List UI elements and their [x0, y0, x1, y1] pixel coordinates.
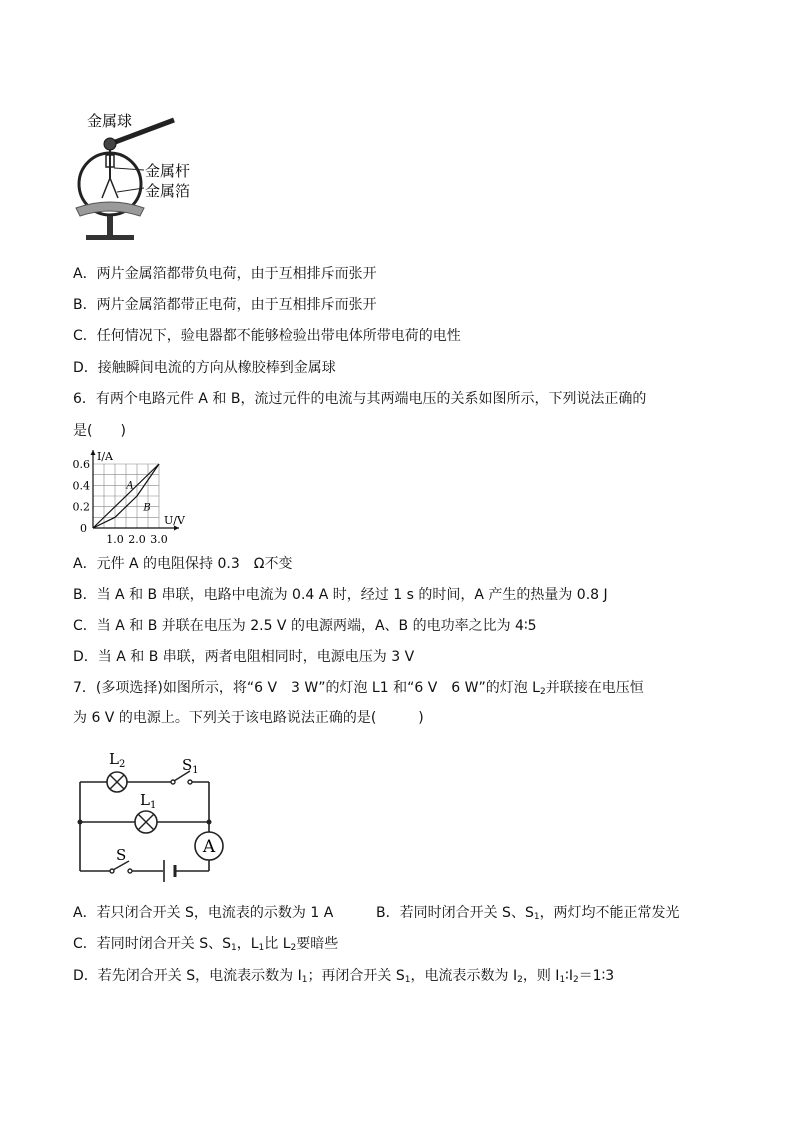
metal-ball — [104, 138, 116, 150]
q7-stem-line1-sub: 2 — [539, 687, 546, 697]
y-axis-arrow — [91, 450, 96, 455]
q7-option-c-part: C．若同时闭合开关 S、S — [73, 936, 231, 952]
q7-option-d-part: ＝1∶3 — [578, 968, 615, 984]
series-label-a: A — [126, 480, 134, 492]
x-axis-label: U/V — [164, 514, 185, 527]
y-tick-label: 0.6 — [72, 458, 90, 471]
chart-labels — [73, 450, 186, 546]
q7-option-a: A．若只闭合开关 S，电流表的示数为 1 A — [73, 905, 334, 921]
q7-option-d-part: ，电流表示数为 I — [410, 968, 518, 984]
q7-option-c-sub: 2 — [290, 943, 297, 953]
q6-option-b: B．当 A 和 B 串联，电路中电流为 0.4 A 时，经过 1 s 的时间，A 产生的热量为 0.8 J — [73, 587, 608, 603]
ammeter-label: A — [202, 837, 216, 857]
q7-option-d — [73, 966, 614, 986]
q7-option-d-part: ∶I — [565, 968, 573, 984]
y-tick-label: 0.4 — [72, 479, 90, 493]
q7-option-b-text: B．若同时闭合开关 S、S — [376, 905, 534, 921]
q7-option-c-part: 比 L — [264, 936, 291, 952]
q5-option-a: A．两片金属箔都带负电荷，由于互相排斥而张开 — [73, 266, 377, 282]
q7-stem-line2: 为 6 V 的电源上。下列关于该电路说法正确的是( ) — [73, 710, 424, 726]
q5-option-b: B．两片金属箔都带正电荷，由于互相排斥而张开 — [73, 297, 377, 313]
q6-stem-line2: 是( ) — [73, 423, 126, 439]
q7-option-c — [73, 934, 338, 954]
q7-option-c-sub: 1 — [258, 943, 265, 953]
metal-rod-label: 金属杆 — [145, 162, 191, 180]
metal-foil-label: 金属箔 — [145, 182, 191, 200]
q7-option-b — [376, 903, 680, 923]
q7-option-d-sub: 1 — [559, 975, 566, 985]
q7-option-d-part: ，则 I — [522, 968, 560, 984]
q7-option-d-sub: 2 — [517, 975, 523, 985]
q6-option-a: A．元件 A 的电阻保持 0.3 Ω不变 — [73, 556, 293, 572]
q7-stem-line1-text: 7．(多项选择)如图所示，将“6 V 3 W”的灯泡 L1 和“6 V 6 W”的灯泡 L — [73, 680, 540, 696]
rod-leader-line — [114, 168, 144, 170]
q7-option-d-sub: 1 — [404, 975, 411, 985]
stand-base — [86, 235, 134, 240]
x-tick-label: 1.0 — [106, 533, 124, 546]
q7-stem-line1 — [73, 678, 644, 698]
series-label-b: B — [143, 502, 151, 514]
q5-option-d: D．接触瞬间电流的方向从橡胶棒到金属球 — [73, 360, 336, 376]
q7-option-d-sub: 1 — [301, 975, 308, 985]
switch-s-label: S — [116, 846, 127, 864]
lamp-l1-icon — [135, 811, 157, 833]
q7-option-c-sub: 1 — [231, 943, 237, 953]
metal-foil-left — [102, 178, 110, 198]
junction-left — [78, 820, 83, 825]
q7-stem-line1-tail: 并联接在电压恒 — [545, 680, 644, 696]
x-tick-label: 2.0 — [128, 533, 146, 546]
battery-icon — [164, 860, 175, 882]
q7-option-b-tail: ，两灯均不能正常发光 — [539, 905, 680, 921]
q7-option-b-sub: 1 — [533, 912, 540, 922]
q6-option-c: C．当 A 和 B 并联在电压为 2.5 V 的电源两端，A、B 的电功率之比为 4∶5 — [73, 618, 537, 634]
q7-option-c-part: ，L — [236, 936, 259, 952]
stand-post — [107, 216, 113, 235]
metal-ball-label: 金属球 — [87, 112, 133, 130]
junction-right — [207, 820, 212, 825]
switch-s1-label: $S_1$ — [182, 756, 199, 776]
q5-option-c: C．任何情况下，验电器都不能够检验出带电体所带电荷的电性 — [73, 328, 461, 344]
lamp-l1-label: $L_1$ — [140, 791, 157, 811]
y-tick-label: 0.2 — [72, 500, 90, 514]
electroscope-figure — [70, 100, 220, 250]
origin-label: 0 — [80, 522, 87, 535]
circuit-diagram — [68, 740, 248, 890]
q6-stem-line1: 6．有两个电路元件 A 和 B，流过元件的电流与其两端电压的关系如图所示，下列说法正确的 — [73, 391, 647, 407]
q7-option-d-part: D．若先闭合开关 S，电流表示数为 I — [73, 968, 302, 984]
metal-foil-right — [110, 178, 118, 198]
q6-option-d: D．当 A 和 B 串联，两者电阻相同时，电源电压为 3 V — [73, 649, 415, 665]
q7-option-d-sub: 2 — [572, 975, 579, 985]
iu-chart — [70, 448, 200, 548]
q7-option-d-part: ；再闭合开关 S — [307, 968, 405, 984]
y-axis-label: I/A — [97, 450, 113, 463]
q7-option-c-part: 要暗些 — [296, 936, 339, 952]
lamp-l2-label: $L_2$ — [109, 750, 126, 770]
lamp-l2-icon — [107, 772, 127, 792]
x-tick-label: 3.0 — [150, 533, 168, 546]
